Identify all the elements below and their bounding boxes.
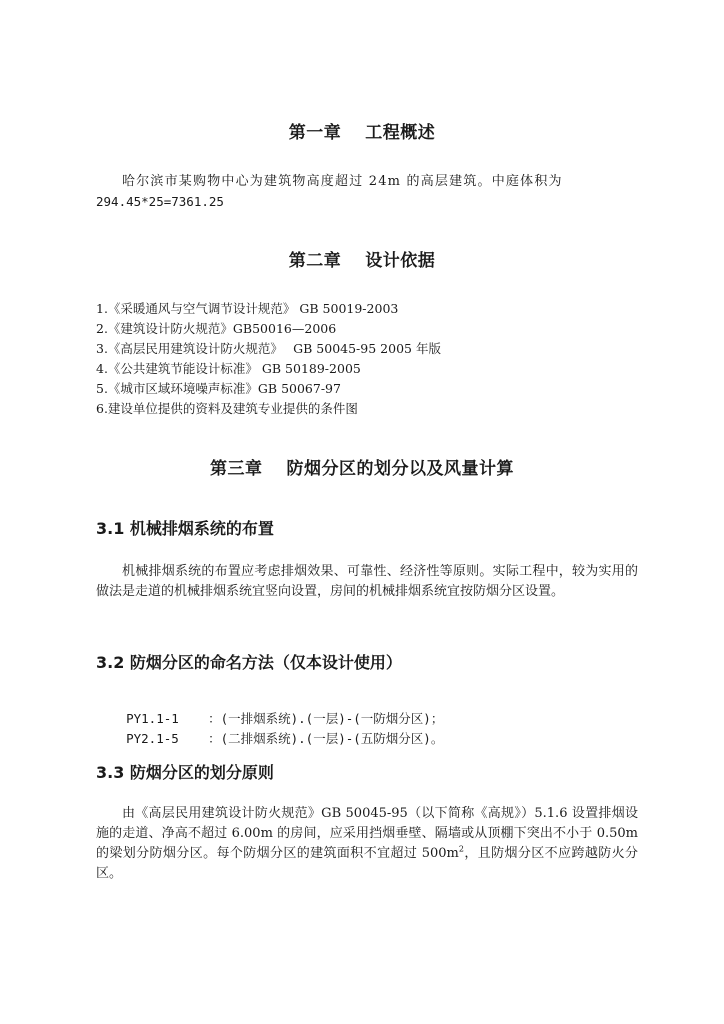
chapter-1-body-line-2: 294.45*25=7361.25 bbox=[96, 194, 224, 209]
section-3-3-title: 3.3 防烟分区的划分原则 bbox=[96, 763, 274, 782]
naming-row bbox=[96, 714, 443, 762]
section-3-1-body: 机械排烟系统的布置应考虑排烟效果、可靠性、经济性等原则。实际工程中，较为实用的做法是走道的机械排烟系统宜竖向设置，房间的机械排烟系统宜按防烟分区设置。 bbox=[96, 564, 638, 599]
section-3-1-title: 3.1 机械排烟系统的布置 bbox=[96, 519, 274, 538]
section-3-3-body-text: 由《高层民用建筑设计防火规范》GB 50045-95（以下简称《高规》）5.1.6 设置排烟设施的走道、净高不超过 6.00m 的房间，应采用挡烟垂壁、隔墙或从顶棚下突出不小于 0.50m 的梁划分防烟分区。每个防烟分区的建筑面积不宜超过 500m bbox=[96, 806, 638, 861]
naming-code: PY1.1-1 bbox=[126, 711, 179, 726]
list-item: 4.《公共建筑节能设计标准》 GB 50189-2005 bbox=[96, 361, 361, 376]
chapter-1-body-line-1: 哈尔滨市某购物中心为建筑物高度超过 24m 的高层建筑。中庭体积为 bbox=[122, 174, 563, 189]
list-item: 1.《采暖通风与空气调节设计规范》 GB 50019-2003 bbox=[96, 301, 399, 316]
chapter-3-title: 第三章 防烟分区的划分以及风量计算 bbox=[210, 459, 514, 479]
section-3-3-body bbox=[96, 804, 638, 884]
list-item: 2.《建筑设计防火规范》GB50016—2006 bbox=[96, 321, 337, 336]
section-3-3-body-tail: ，且防烟分区不应跨越防火分区。 bbox=[96, 846, 638, 881]
naming-desc: ：(一排烟系统).(一层)-(一防烟分区)； bbox=[208, 711, 444, 726]
chapter-1-title: 第一章 工程概述 bbox=[288, 123, 436, 143]
design-basis-list bbox=[96, 299, 656, 419]
naming-code: PY2.1-5 bbox=[126, 731, 179, 746]
list-item: 6.建设单位提供的资料及建筑专业提供的条件图 bbox=[96, 401, 358, 416]
superscript-2: 2 bbox=[458, 844, 464, 854]
section-3-2-title: 3.2 防烟分区的命名方法（仅本设计使用） bbox=[96, 653, 402, 672]
naming-desc: ：(二排烟系统).(一层)-(五防烟分区)。 bbox=[208, 731, 444, 746]
list-item: 3.《高层民用建筑设计防火规范》 GB 50045-95 2005 年版 bbox=[96, 341, 441, 356]
list-item: 5.《城市区域环境噪声标准》GB 50067-97 bbox=[96, 381, 341, 396]
chapter-2-title: 第二章 设计依据 bbox=[288, 251, 436, 271]
